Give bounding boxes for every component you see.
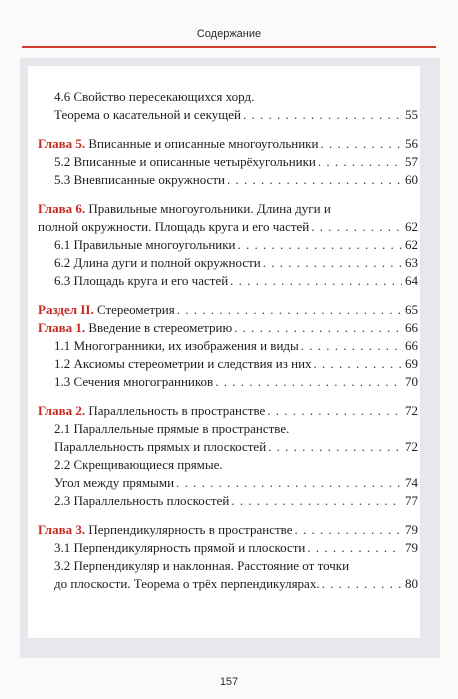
toc-section-entry[interactable] [38, 474, 418, 492]
toc-leader-dots [227, 171, 402, 189]
toc-page-number: 77 [405, 493, 418, 508]
toc-section-entry[interactable] [38, 153, 418, 171]
toc-leader-dots [268, 438, 402, 456]
toc-section-entry[interactable] [38, 236, 418, 254]
page-number: 157 [219, 676, 239, 688]
toc-entry-title: Параллельность прямых и плоскостей [54, 439, 267, 454]
toc-section-entry[interactable] [38, 373, 418, 391]
toc-page-number: 60 [405, 172, 418, 187]
toc-page-number: 66 [405, 338, 418, 353]
toc-entry-title: полной окружности. Площадь круга и его частей [38, 219, 310, 234]
toc-section-entry[interactable] [38, 355, 418, 373]
toc-chapter-entry[interactable] [38, 301, 418, 319]
toc-leader-dots [231, 492, 402, 510]
toc-section-entry[interactable] [38, 254, 418, 272]
toc-page-number: 66 [405, 320, 418, 335]
toc-leader-dots [311, 218, 402, 236]
toc-gap [38, 124, 418, 135]
toc-leader-dots [301, 337, 402, 355]
toc-chapter-label: Глава 6. [38, 201, 86, 216]
toc-page-number: 55 [405, 107, 418, 122]
toc-leader-dots [177, 301, 402, 319]
toc-entry-title: 2.3 Параллельность плоскостей [54, 493, 230, 508]
toc-leader-dots [320, 135, 402, 153]
toc-leader-dots [322, 575, 402, 593]
toc-gap [38, 510, 418, 521]
toc-chapter-label: Глава 2. [38, 403, 86, 418]
toc-page-number: 57 [405, 154, 418, 169]
header-title: Содержание [196, 28, 262, 40]
toc-gap [38, 189, 418, 200]
toc-entry-title: 5.2 Вписанные и описанные четырёхугольники [54, 154, 316, 169]
toc-entry-title: Параллельность в пространстве [85, 403, 266, 418]
toc-section-entry[interactable] [38, 575, 418, 593]
toc-entry-title: Вписанные и описанные многоугольники [85, 136, 319, 151]
toc-section-entry[interactable] [38, 337, 418, 355]
toc-chapter-entry[interactable] [38, 319, 418, 337]
toc-section-entry[interactable] [38, 456, 418, 474]
toc-leader-dots [215, 373, 402, 391]
toc-section-entry[interactable] [38, 88, 418, 106]
toc-page-number: 70 [405, 374, 418, 389]
toc-entry-title: 6.3 Площадь круга и его частей [54, 273, 229, 288]
toc-entry-title: до плоскости. Теорема о трёх перпендикулярах. [54, 576, 320, 591]
toc-entry-title: 1.1 Многогранники, их изображения и виды [54, 338, 299, 353]
toc-section-entry[interactable] [38, 171, 418, 189]
toc-entry-title: Правильные многоугольники. Длина дуги и [85, 201, 331, 216]
toc-chapter-entry[interactable] [38, 521, 418, 539]
toc-section-entry[interactable] [38, 106, 418, 124]
toc-section-entry[interactable] [38, 492, 418, 510]
toc-chapter-label: Глава 3. [38, 522, 86, 537]
toc-entry-title: 2.1 Параллельные прямые в пространстве. [54, 421, 290, 436]
toc-page-number: 72 [405, 439, 418, 454]
toc-entry-title: 4.6 Свойство пересекающихся хорд. [54, 89, 255, 104]
toc-page-number: 62 [405, 219, 418, 234]
toc-section-entry[interactable] [38, 272, 418, 290]
toc-entry-title: Введение в стереометрию [85, 320, 233, 335]
toc-page-number: 63 [405, 255, 418, 270]
toc-page-number: 56 [405, 136, 418, 151]
running-header [0, 0, 458, 48]
toc-chapter-entry[interactable] [38, 218, 418, 236]
toc-entry-title: 6.1 Правильные многоугольники [54, 237, 236, 252]
toc-chapter-label: Раздел II. [38, 302, 94, 317]
toc-entry-title: 2.2 Скрещивающиеся прямые. [54, 457, 223, 472]
toc-chapter-label: Глава 5. [38, 136, 86, 151]
toc-entry-title: 5.3 Вневписанные окружности [54, 172, 225, 187]
toc-leader-dots [238, 236, 402, 254]
toc-page-number: 65 [405, 302, 418, 317]
toc-page-number: 72 [405, 403, 418, 418]
toc-page-number: 64 [405, 273, 418, 288]
toc-chapter-entry[interactable] [38, 135, 418, 153]
toc-leader-dots [307, 539, 402, 557]
toc-section-entry[interactable] [38, 438, 418, 456]
toc-chapter-entry[interactable] [38, 200, 418, 218]
toc-entry-title: Стереометрия [93, 302, 175, 317]
toc-leader-dots [295, 521, 402, 539]
toc-gap [38, 290, 418, 301]
toc-entry-title: Перпендикулярность в пространстве [85, 522, 293, 537]
toc-leader-dots [263, 254, 402, 272]
toc-page-number: 79 [405, 540, 418, 555]
toc-entry-title: 1.3 Сечения многогранников [54, 374, 214, 389]
toc-entry-title: 1.2 Аксиомы стереометрии и следствия из них [54, 356, 312, 371]
toc-section-entry[interactable] [38, 420, 418, 438]
toc-chapter-entry[interactable] [38, 402, 418, 420]
toc-leader-dots [318, 153, 402, 171]
toc-section-entry[interactable] [38, 539, 418, 557]
toc-page-number: 79 [405, 522, 418, 537]
toc-gap [38, 391, 418, 402]
toc-entry-title: Теорема о касательной и секущей [54, 107, 241, 122]
toc-leader-dots [314, 355, 402, 373]
toc-leader-dots [243, 106, 402, 124]
toc-page-number: 74 [405, 475, 418, 490]
toc-chapter-label: Глава 1. [38, 320, 86, 335]
toc-entry-title: 3.1 Перпендикулярность прямой и плоскости [54, 540, 306, 555]
toc-entry-title: 6.2 Длина дуги и полной окружности [54, 255, 261, 270]
toc-leader-dots [176, 474, 402, 492]
table-of-contents [38, 88, 418, 593]
toc-page-number: 80 [405, 576, 418, 591]
toc-page-number: 62 [405, 237, 418, 252]
toc-entry-title: Угол между прямыми [54, 475, 175, 490]
toc-leader-dots [234, 319, 402, 337]
toc-leader-dots [230, 272, 402, 290]
toc-entry-title: 3.2 Перпендикуляр и наклонная. Расстояние от точки [54, 558, 350, 573]
toc-page-number: 69 [405, 356, 418, 371]
toc-section-entry[interactable] [38, 557, 418, 575]
header-rule [22, 46, 436, 48]
toc-leader-dots [267, 402, 402, 420]
